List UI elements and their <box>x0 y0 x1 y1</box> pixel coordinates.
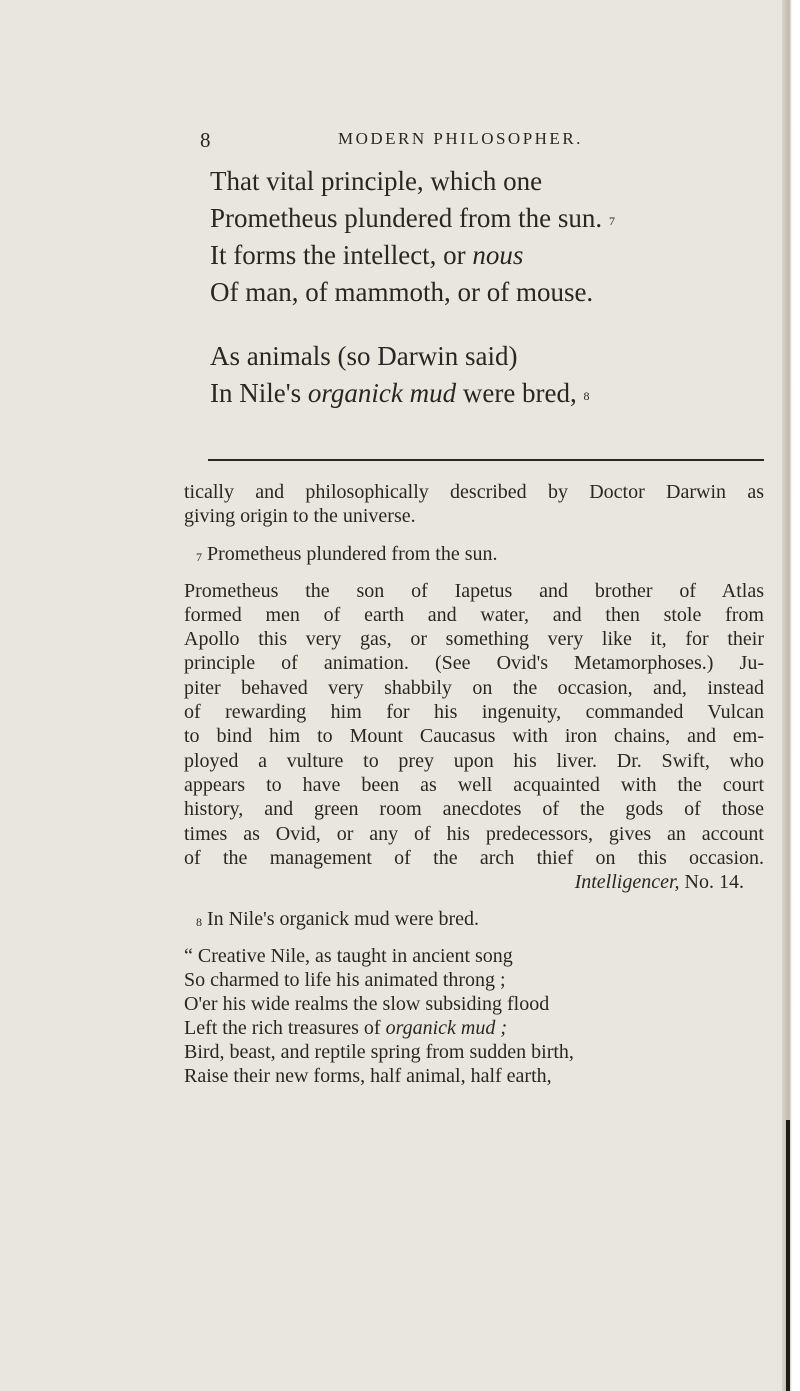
footnote-line: principle of animation. (See Ovid's Metamorphoses.) Ju- <box>184 652 764 675</box>
quote-line: So charmed to life his animated throng ; <box>184 969 506 992</box>
footnote-line: Prometheus the son of Iapetus and brother of Atlas <box>184 579 764 602</box>
quote-line: Bird, beast, and reptile spring from sudden birth, <box>184 1041 574 1064</box>
footnote-line: history, and green room anecdotes of the gods of those <box>184 798 764 821</box>
footnote-line: Apollo this very gas, or something very like it, for their <box>184 628 764 651</box>
footnote-line: giving origin to the universe. <box>184 505 416 528</box>
quote-line: Left the rich treasures of organick mud ; <box>184 1017 508 1040</box>
running-title: MODERN PHILOSOPHER. <box>338 129 583 148</box>
footnote-heading: $^7$ Prometheus plundered from the sun. <box>196 542 498 565</box>
quote-line: “ Creative Nile, as taught in ancient song <box>184 945 513 968</box>
footnote-line: piter behaved very shabbily on the occasion, and, instead <box>184 676 764 699</box>
footnote-line: appears to have been as well acquainted with the court <box>184 773 764 796</box>
footnote-heading: $^8$ In Nile's organick mud were bred. <box>196 908 480 931</box>
footnote-ref: 7 <box>608 214 615 228</box>
footnote-line: ployed a vulture to prey upon his liver. Dr. Swift, who <box>184 749 764 772</box>
running-header <box>200 128 760 152</box>
footnote-line: of rewarding him for his ingenuity, commanded Vulcan <box>184 701 764 724</box>
quote-line: Raise their new forms, half animal, half earth, <box>184 1065 552 1088</box>
page-number: 8 <box>200 128 211 152</box>
footnote-line: to bind him to Mount Caucasus with iron chains, and em- <box>184 725 764 748</box>
verse-line: It forms the intellect, or nous <box>210 240 524 270</box>
footnotes <box>184 480 764 1088</box>
footnote-line: formed men of earth and water, and then stole from <box>184 603 764 626</box>
footnote-ref: 8 <box>583 389 590 403</box>
verse-line: As animals (so Darwin said) <box>210 341 518 371</box>
footnote-rule <box>208 459 764 461</box>
verse-line: In Nile's organick mud were bred, $^8$ <box>210 378 590 408</box>
verse-line: Of man, of mammoth, or of mouse. <box>210 277 594 307</box>
footnote-line: tically and philosophically described by Doctor Darwin as <box>184 481 764 503</box>
footnote-line: of the management of the arch thief on this occasion. <box>184 846 764 869</box>
italic-term: organick mud <box>307 378 457 408</box>
verse-body <box>210 163 770 412</box>
page-edge <box>782 0 800 1391</box>
footnote-line: times as Ovid, or any of his predecessors, gives an account <box>184 822 764 845</box>
verse-line: Prometheus plundered from the sun. $^7$ <box>210 203 615 233</box>
quote-line: O'er his wide realms the slow subsiding flood <box>184 993 550 1016</box>
footnote-source: Intelligencer, No. 14. <box>574 871 744 894</box>
italic-term: nous <box>472 240 524 270</box>
verse-line: That vital principle, which one <box>210 166 543 196</box>
italic-term: organick mud ; <box>385 1017 508 1040</box>
